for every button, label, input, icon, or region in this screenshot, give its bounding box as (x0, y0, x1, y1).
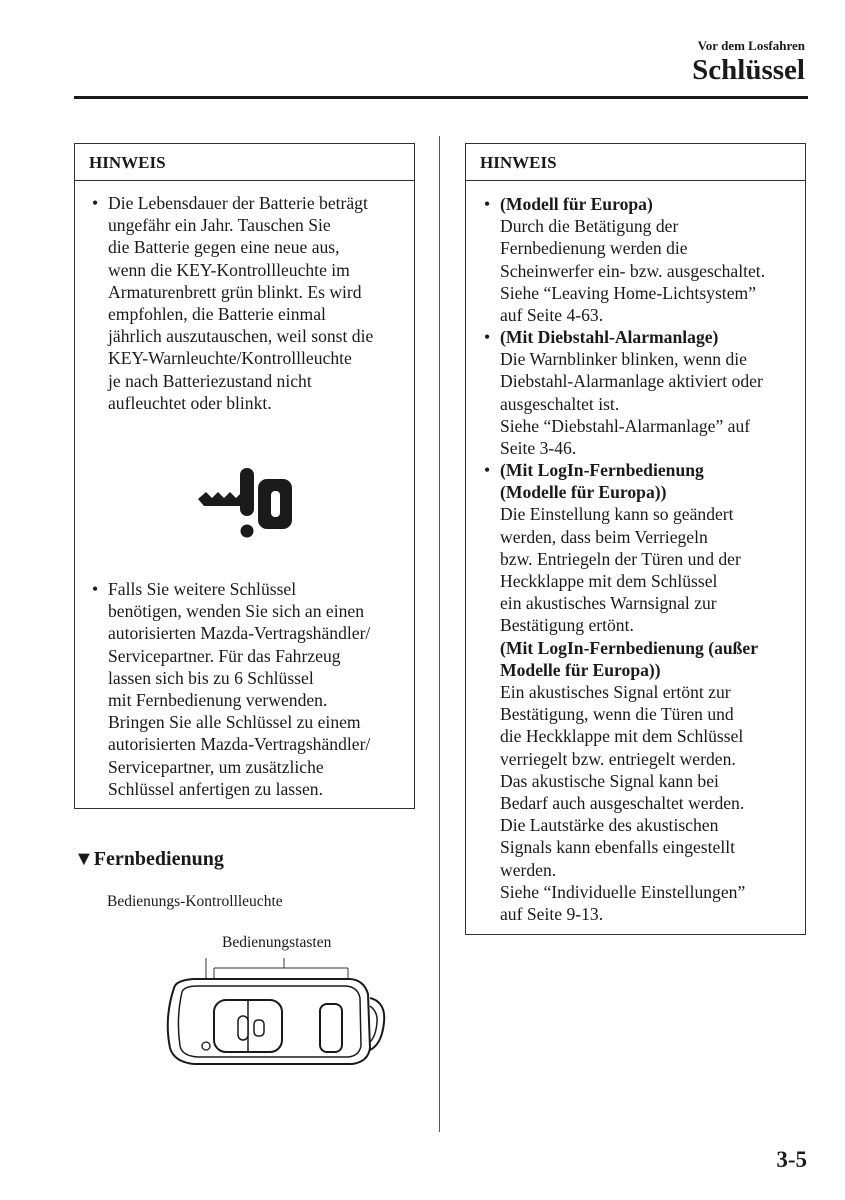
key-warning-icon (196, 465, 296, 541)
bullet-dot: • (92, 193, 99, 213)
text-line: Signals kann ebenfalls eingestellt (500, 837, 736, 858)
note-bullet-europe (484, 193, 766, 326)
bullet-title: (Modelle für Europa)) (500, 482, 667, 503)
text-line: werden. (500, 859, 557, 880)
text-line: Bringen Sie alle Schlüssel zu einem (108, 712, 361, 733)
text-line: Seite 3-46. (500, 438, 577, 459)
text-line: werden, dass beim Verriegeln (500, 526, 708, 547)
text-line: Die Warnblinker blinken, wenn die (500, 349, 747, 370)
note-heading: HINWEIS (466, 144, 805, 181)
bullet-text (500, 215, 765, 326)
text-line: jährlich auszutauschen, weil sonst die (108, 326, 374, 347)
page-number: 3-5 (776, 1147, 807, 1172)
text-line: Falls Sie weitere Schlüssel (108, 579, 297, 599)
bullet-dot: • (92, 579, 99, 599)
text-line: Siehe “Individuelle Einstellungen” (500, 881, 746, 902)
note-heading: HINWEIS (75, 144, 414, 181)
text-line: Armaturenbrett grün blinkt. Es wird (108, 281, 362, 302)
callout-buttons: Bedienungstasten (222, 934, 332, 951)
key-fob-illustration (154, 958, 390, 1074)
triangle-marker-icon: ▼ (74, 848, 94, 870)
text-line: wenn die KEY-Kontrollleuchte im (108, 259, 350, 280)
text-line: Heckklappe mit dem Schlüssel (500, 571, 718, 592)
callout-indicator-light: Bedienungs-Kontrollleuchte (107, 893, 283, 910)
text-line: auf Seite 4-63. (500, 305, 604, 326)
text-line: empfohlen, die Batterie einmal (108, 304, 326, 325)
bullet-text (108, 192, 373, 414)
section-heading-text: Fernbedienung (93, 848, 224, 870)
text-line: Bestätigung ertönt. (500, 615, 634, 636)
text-line: KEY-Warnleuchte/Kontrollleuchte (108, 348, 352, 369)
text-line: Durch die Betätigung der (500, 216, 679, 237)
note-bullet-extra-keys (92, 578, 371, 800)
note-bullet-alarm (484, 326, 763, 459)
bullet-title: Modelle für Europa)) (500, 659, 661, 680)
text-line: Fernbedienung werden die (500, 238, 688, 259)
text-line: Servicepartner, um zusätzliche (108, 756, 324, 777)
bullet-text (108, 578, 370, 800)
bullet-dot: • (484, 460, 491, 480)
text-line: mit Fernbedienung verwenden. (108, 690, 328, 711)
text-line: Schlüssel anfertigen zu lassen. (108, 778, 323, 799)
bullet-title: (Modell für Europa) (500, 194, 653, 214)
column-divider (439, 136, 440, 1132)
text-line: Die Einstellung kann so geändert (500, 504, 734, 525)
text-line: Das akustische Signal kann bei (500, 770, 719, 791)
bullet-dot: • (484, 327, 491, 347)
bullet-text (500, 681, 758, 925)
text-line: lassen sich bis zu 6 Schlüssel (108, 667, 314, 688)
text-line: Bedarf auch ausgeschaltet werden. (500, 793, 745, 814)
section-heading (74, 848, 224, 871)
text-line: verriegelt bzw. entriegelt werden. (500, 748, 736, 769)
text-line: benötigen, wenden Sie sich an einen (108, 601, 365, 622)
text-line: Siehe “Leaving Home-Lichtsystem” (500, 282, 757, 303)
bullet-text (500, 503, 758, 636)
text-line: auf Seite 9-13. (500, 904, 604, 925)
header-rule (74, 96, 808, 99)
text-line: je nach Batteriezustand nicht (108, 370, 312, 391)
text-line: aufleuchtet oder blinkt. (108, 392, 272, 413)
text-line: ungefähr ein Jahr. Tauschen Sie (108, 215, 331, 236)
text-line: Scheinwerfer ein- bzw. ausgeschaltet. (500, 260, 766, 281)
page-title: Schlüssel (692, 54, 805, 86)
text-line: autorisierten Mazda-Vertragshändler/ (108, 734, 371, 755)
text-line: bzw. Entriegeln der Türen und der (500, 548, 741, 569)
note-bullet-battery (92, 192, 374, 414)
bullet-title: (Mit Diebstahl-Alarmanlage) (500, 327, 719, 347)
text-line: Diebstahl-Alarmanlage aktiviert oder (500, 371, 763, 392)
text-line: Servicepartner. Für das Fahrzeug (108, 645, 341, 666)
bullet-dot: • (484, 194, 491, 214)
text-line: ausgeschaltet ist. (500, 393, 620, 414)
text-line: die Batterie gegen eine neue aus, (108, 237, 340, 258)
text-line: Die Lautstärke des akustischen (500, 815, 719, 836)
text-line: Die Lebensdauer der Batterie beträgt (108, 193, 368, 213)
text-line: autorisierten Mazda-Vertragshändler/ (108, 623, 371, 644)
text-line: Bestätigung, wenn die Türen und (500, 704, 734, 725)
text-line: Siehe “Diebstahl-Alarmanlage” auf (500, 415, 751, 436)
text-line: ein akustisches Warnsignal zur (500, 593, 717, 614)
section-label: Vor dem Losfahren (697, 38, 805, 53)
text-line: die Heckklappe mit dem Schlüssel (500, 726, 744, 747)
note-bullet-login (484, 459, 759, 925)
text-line: Ein akustisches Signal ertönt zur (500, 682, 731, 703)
bullet-text (500, 348, 763, 459)
bullet-title: (Mit LogIn-Fernbedienung (500, 460, 704, 480)
bullet-title: (Mit LogIn-Fernbedienung (außer (500, 637, 759, 658)
